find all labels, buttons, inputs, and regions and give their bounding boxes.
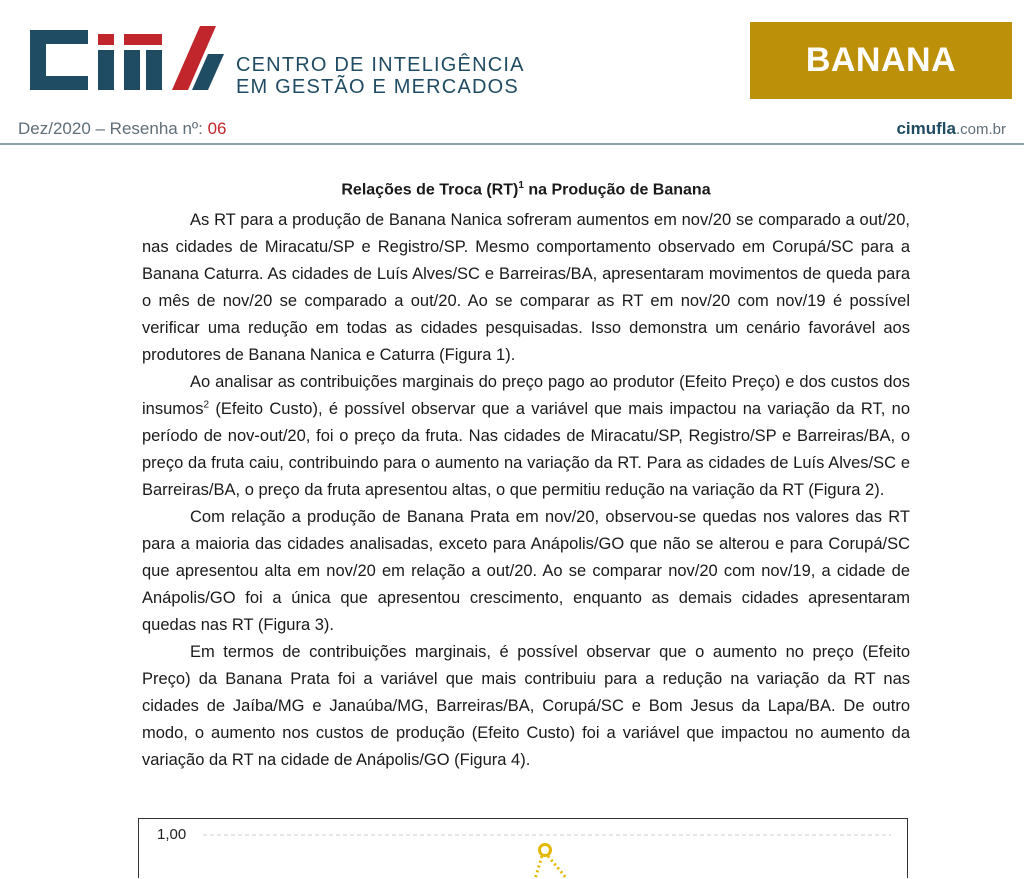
figure-chart	[138, 818, 908, 878]
series-line	[535, 856, 542, 879]
paragraph-2	[142, 369, 910, 504]
organization-name	[236, 54, 525, 98]
org-name-line1: CENTRO DE INTELIGÊNCIA	[236, 54, 525, 76]
paragraph-3: Com relação a produção de Banana Prata em nov/20, observou-se quedas nos valores das RT para a maioria das cidades analisadas, exceto para Anápolis/GO que não se alterou e para Corupá/SC que apresentou alta em nov/20 em relação a out/20. Ao se comparar nov/20 com nov/19, a cidade de Anápolis/GO foi a única que apresentou crescimento, enquanto as demais cidades apresentaram quedas nas RT (Figura 3).	[142, 508, 910, 635]
data-point-marker	[540, 845, 551, 856]
title-rest: na Produção de Banana	[523, 181, 711, 199]
footnote-ref-2: 2	[203, 399, 210, 411]
series-line	[548, 856, 567, 879]
header-divider	[0, 143, 1024, 145]
issue-prefix: Dez/2020 – Resenha nº:	[18, 119, 208, 138]
chart-plot-area	[139, 819, 909, 879]
paragraph-2-end: (Efeito Custo), é possível observar que a variável que mais impactou na variação da RT, no período de nov-out/20, foi o preço da fruta. Nas cidades de Miracatu/SP, Registro/SP e Barreiras/BA, o preço da fruta caiu, contribuindo para o aumento na variação da RT. Para as cidades de Luís Alves/SC e Barreiras/BA, o preço da fruta apresentou altas, o que permitiu redução na variação da RT (Figura 2).	[142, 400, 910, 500]
paragraph-2-start: Ao analisar as contribuições marginais do preço pago ao produtor (Efeito Preço) e dos custos dos insumos	[142, 373, 910, 419]
org-name-line2: EM GESTÃO E MERCADOS	[236, 76, 519, 98]
paragraph-1: As RT para a produção de Banana Nanica sofreram aumentos em nov/20 se comparado a out/20, nas cidades de Miracatu/SP e Registro/SP. Mesmo comportamento observado em Corupá/SC para a Banana Caturra. As cidades de Luís Alves/SC e Barreiras/BA, apresentaram movimentos de queda para o mês de nov/20 se comparado a out/20. Ao se comparar as RT em nov/20 com nov/19 é possível verificar uma redução em todas as cidades pesquisadas. Isso demonstra um cenário favorável aos produtores de Banana Nanica e Caturra (Figura 1).	[142, 211, 910, 365]
product-badge: BANANA	[750, 22, 1012, 99]
page-header	[0, 0, 1024, 150]
cimufla-logo	[26, 24, 226, 96]
website-link[interactable]	[896, 119, 1006, 139]
paragraph-4: Em termos de contribuições marginais, é possível observar que o aumento no preço (Efeito Preço) da Banana Prata foi a variável que mais contribuiu para a redução na variação da RT nas cidades de Jaíba/MG e Janaúba/MG, Barreiras/BA, Corupá/SC e Bom Jesus da Lapa/BA. De outro modo, o aumento nos custos de produção (Efeito Custo) foi a variável que impactou no aumento da variação da RT na cidade de Anápolis/GO (Figura 4).	[142, 643, 910, 770]
title-main: Relações de Troca (RT)	[341, 181, 519, 199]
issue-number: 06	[207, 119, 227, 138]
issue-info	[18, 119, 226, 139]
title-footnote-ref: 1	[518, 180, 524, 191]
article-body	[142, 180, 910, 774]
y-tick-label: 1,00	[157, 826, 187, 843]
site-name: cimufla	[896, 119, 956, 138]
article-title	[142, 180, 910, 199]
site-domain: .com.br	[955, 121, 1006, 138]
